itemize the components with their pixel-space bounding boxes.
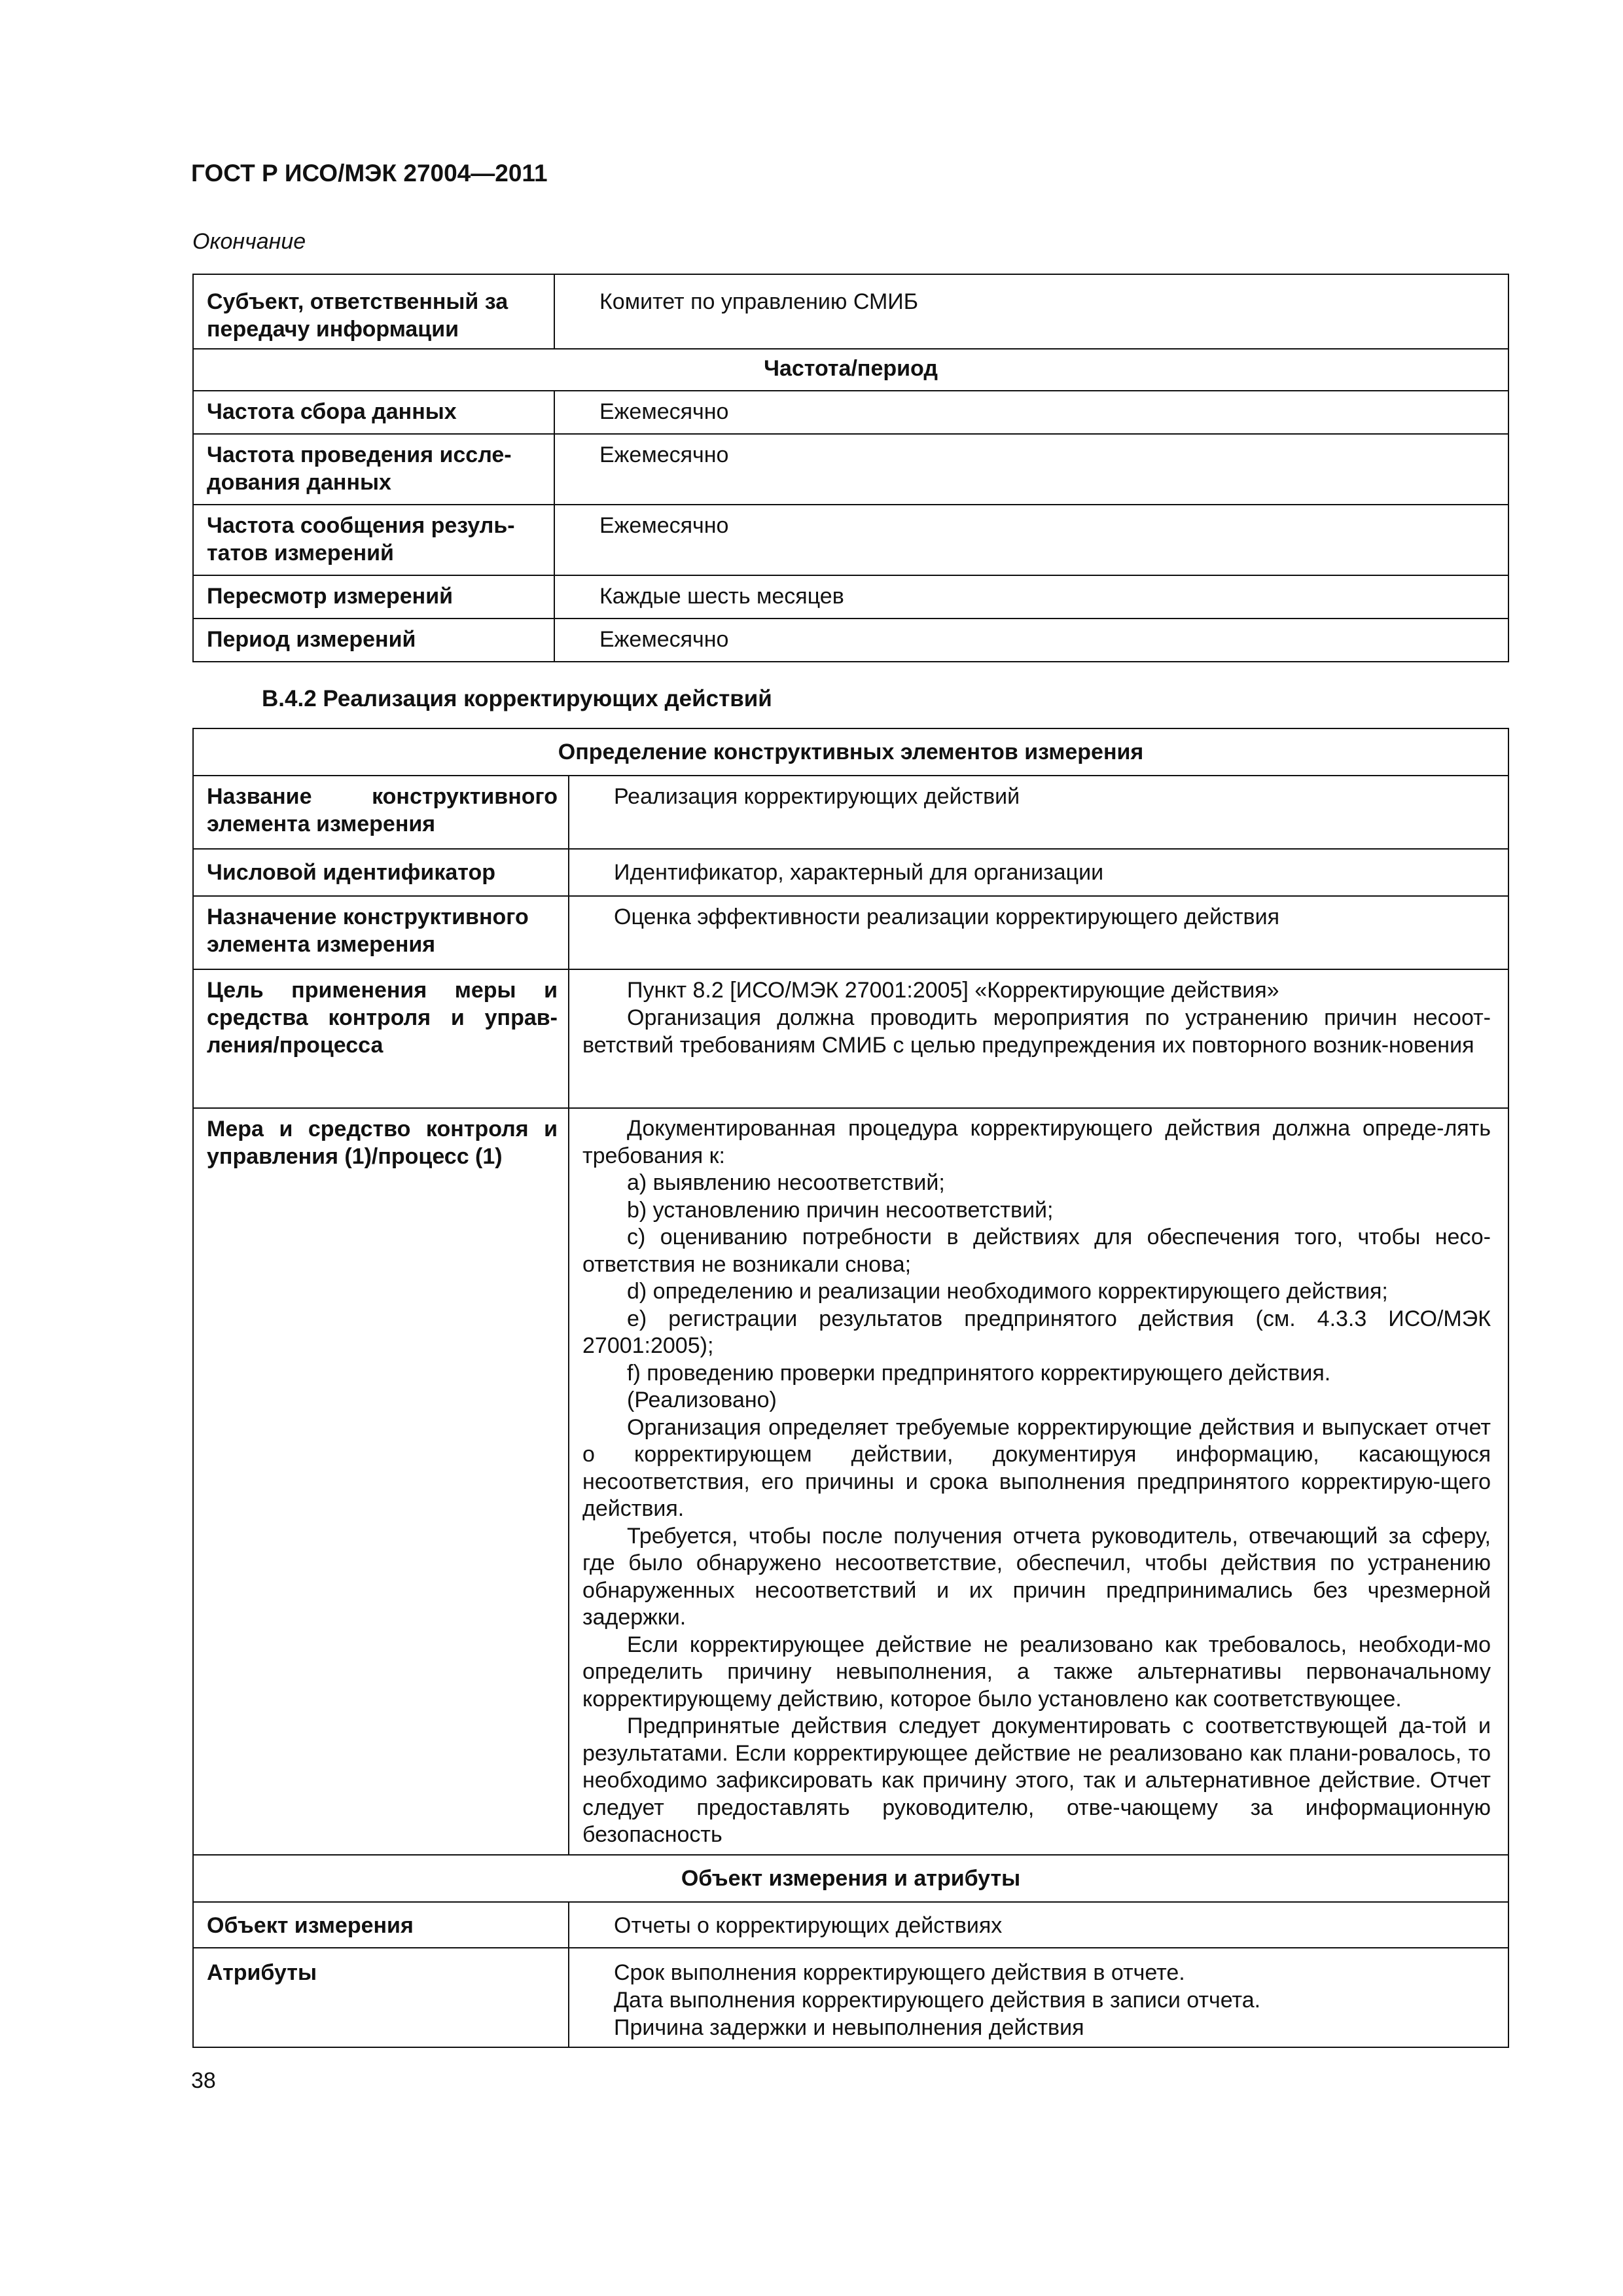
table-row — [193, 575, 1508, 619]
measure-list-item: b) установлению причин несоответствий; — [627, 1197, 1054, 1223]
table-row — [193, 849, 1508, 896]
page-number: 38 — [191, 2068, 216, 2093]
row-label: Частота сообщения резуль-татов измерений — [193, 505, 554, 575]
goal-label-cell: Цель применения меры и средства контроля и управ-ления/процесса — [193, 969, 569, 1108]
attributes-label-cell: Атрибуты — [193, 1948, 569, 2047]
purpose-value-cell: Оценка эффективности реализации корректирующего действия — [569, 896, 1508, 969]
measure-paragraph: Организация определяет требуемые корректирующие действия и выпускает отчет о корректирующем действии, документируя информацию, касающуюся несоответствия, его причины и срока выполнения предпринятого корректирую-щего действия. — [582, 1414, 1491, 1521]
table-row — [193, 274, 1508, 349]
definition-header: Определение конструктивных элементов измерения — [193, 728, 1508, 776]
document-title: ГОСТ Р ИСО/МЭК 27004—2011 — [191, 160, 548, 187]
measure-list-item: a) выявлению несоответствий; — [627, 1170, 945, 1195]
table-row — [193, 1855, 1508, 1902]
responsible-label-cell: Субъект, ответственный за передачу информации — [193, 274, 554, 349]
goal-value-cell — [569, 969, 1508, 1108]
measure-list-item: c) оцениванию потребности в действиях для обеспечения того, чтобы несо-ответствия не возникали снова; — [582, 1225, 1491, 1277]
row-value: Ежемесячно — [554, 391, 1508, 434]
row-value: Каждые шесть месяцев — [554, 575, 1508, 619]
goal-description: Организация должна проводить мероприятия по устранению причин несоот-ветствий требованиям СМИБ с целью предупреждения их повторного возник-новения — [582, 1005, 1491, 1058]
measure-paragraph: Документированная процедура корректирующего действия должна опреде-лять требования к: — [582, 1116, 1491, 1168]
attribute-item: Срок выполнения корректирующего действия в отчете. — [614, 1960, 1185, 1985]
table-row — [193, 776, 1508, 849]
table-row — [193, 896, 1508, 969]
measure-paragraph: Если корректирующее действие не реализовано как требовалось, необходи-мо определить причину невыполнения, а также альтернативы первоначальному корректирующему действию, которое было установлено как соответствующее. — [582, 1632, 1491, 1712]
measure-list-item: e) регистрации результатов предпринятого действия (см. 4.3.3 ИСО/МЭК 27001:2005); — [582, 1306, 1491, 1358]
measure-value-cell — [569, 1108, 1508, 1855]
table-row — [193, 1902, 1508, 1948]
attributes-value-cell — [569, 1948, 1508, 2047]
table-row — [193, 349, 1508, 391]
goal-clause: Пункт 8.2 [ИСО/МЭК 27001:2005] «Корректирующие действия» — [627, 978, 1279, 1003]
table-row — [193, 969, 1508, 1108]
row-label: Период измерений — [193, 619, 554, 662]
row-label: Частота сбора данных — [193, 391, 554, 434]
attribute-item: Дата выполнения корректирующего действия в записи отчета. — [614, 1987, 1261, 2013]
purpose-label-cell: Назначение конструктивного элемента измерения — [193, 896, 569, 969]
table-row — [193, 619, 1508, 662]
continuation-label: Окончание — [192, 229, 306, 254]
section-title: В.4.2 Реализация корректирующих действий — [262, 686, 772, 711]
row-label: Пересмотр измерений — [193, 575, 554, 619]
object-label-cell: Объект измерения — [193, 1902, 569, 1948]
table-row — [193, 434, 1508, 505]
measure-label-cell: Мера и средство контроля и управления (1)/процесс (1) — [193, 1108, 569, 1855]
table-row — [193, 505, 1508, 575]
row-value: Ежемесячно — [554, 619, 1508, 662]
frequency-header: Частота/период — [193, 349, 1508, 391]
measure-list-item: f) проведению проверки предпринятого корректирующего действия. — [627, 1360, 1331, 1386]
row-value: Ежемесячно — [554, 434, 1508, 505]
measure-list-item: d) определению и реализации необходимого корректирующего действия; — [627, 1279, 1388, 1304]
row-value: Ежемесячно — [554, 505, 1508, 575]
table-row — [193, 1108, 1508, 1855]
row-label: Частота проведения иссле-дования данных — [193, 434, 554, 505]
attribute-item: Причина задержки и невыполнения действия — [614, 2015, 1084, 2040]
object-value-cell: Отчеты о корректирующих действиях — [569, 1902, 1508, 1948]
id-label-cell: Числовой идентификатор — [193, 849, 569, 896]
table-row — [193, 1948, 1508, 2047]
object-header: Объект измерения и атрибуты — [193, 1855, 1508, 1902]
responsible-value-cell: Комитет по управлению СМИБ — [554, 274, 1508, 349]
measure-definition-table — [192, 728, 1509, 2048]
measure-paragraph: Требуется, чтобы после получения отчета руководитель, отвечающий за сферу, где было обнаружено несоответствие, обеспечил, чтобы действия по устранению обнаруженных несоответствий и их причин предпринимались без чрезмерной задержки. — [582, 1523, 1491, 1630]
table-row — [193, 728, 1508, 776]
measure-status: (Реализовано) — [627, 1388, 777, 1412]
id-value-cell: Идентификатор, характерный для организации — [569, 849, 1508, 896]
name-value-cell: Реализация корректирующих действий — [569, 776, 1508, 849]
name-label-cell: Название конструктивного элемента измерения — [193, 776, 569, 849]
table-row — [193, 391, 1508, 434]
measure-paragraph: Предпринятые действия следует документировать с соответствующей да-той и результатами. Если корректирующее действие не реализовано как плани-ровалось, то необходимо зафиксировать как причину этого, так и альтернативное действие. Отчет следует предоставлять руководителю, отве-чающему за информационную безопасность — [582, 1713, 1491, 1847]
frequency-table — [192, 274, 1509, 662]
